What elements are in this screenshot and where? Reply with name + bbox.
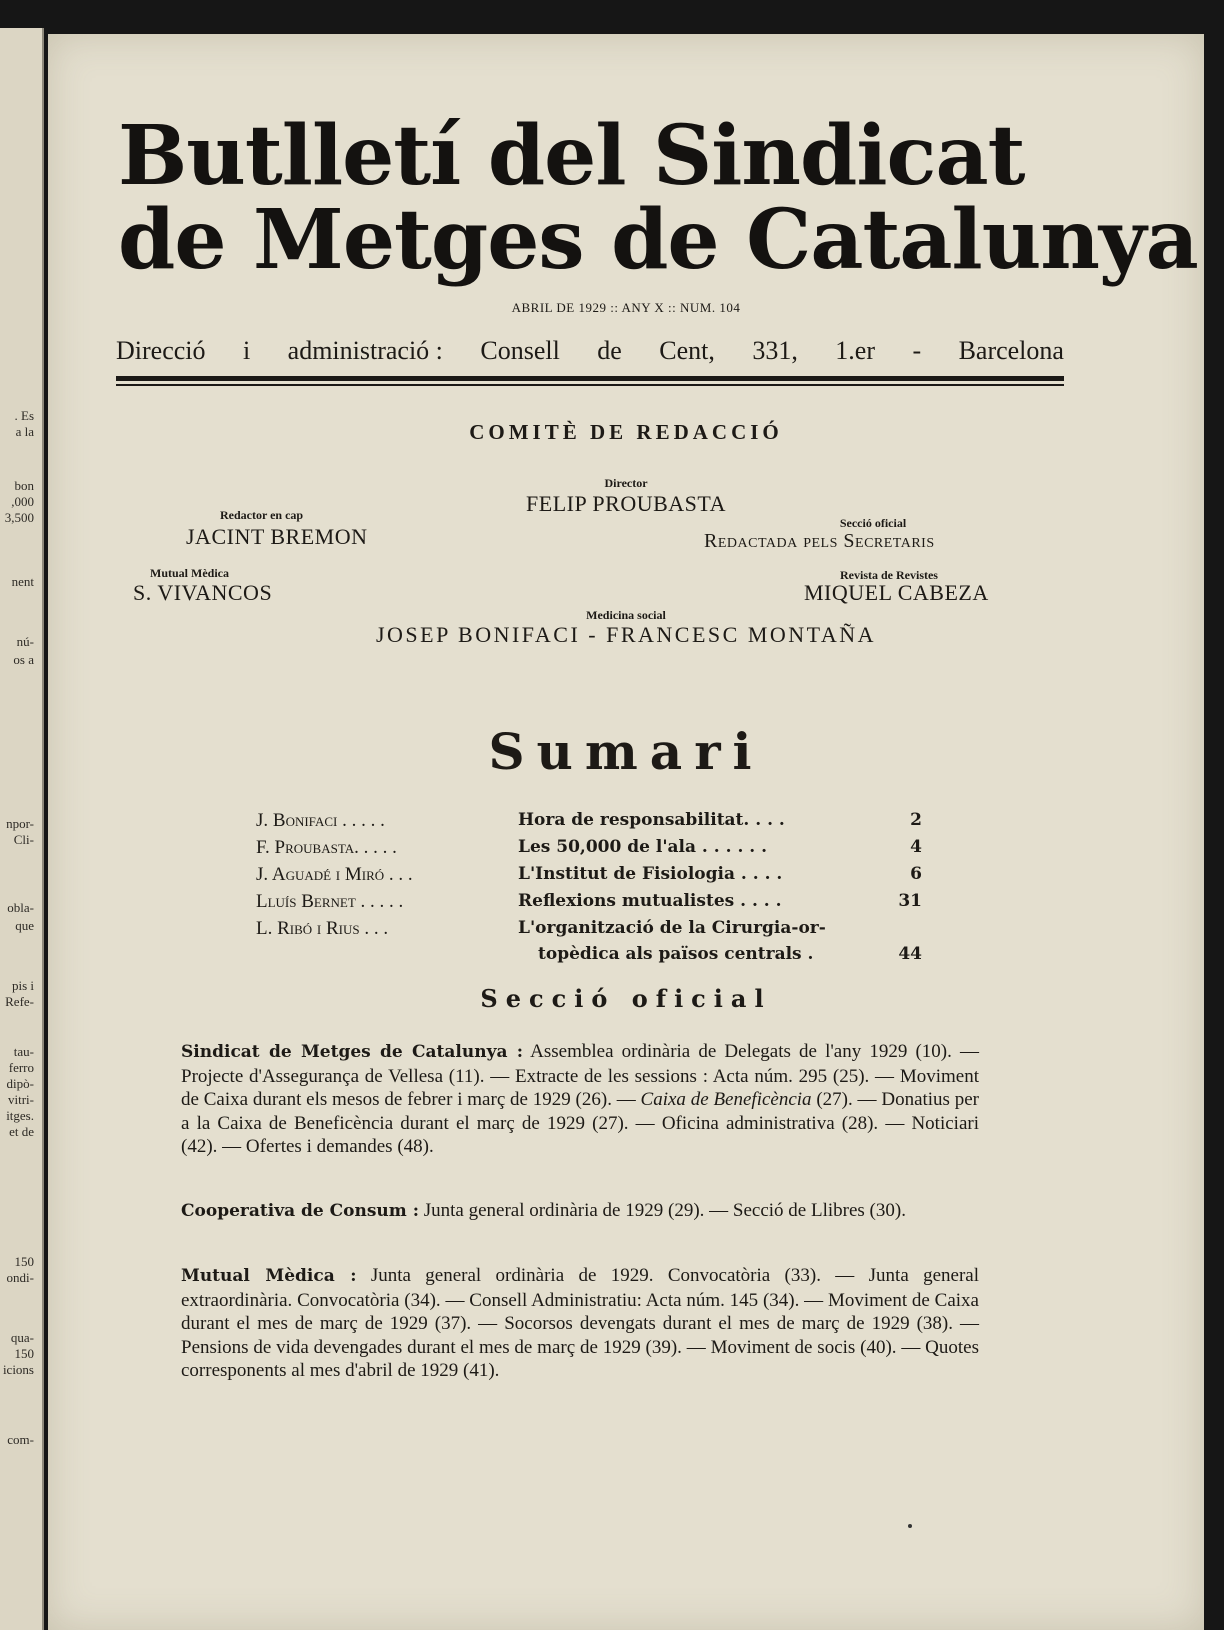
masthead-title-line2: de Metges de Catalunya	[118, 192, 1198, 288]
masthead-rule-thick	[116, 376, 1064, 381]
fragment-text: icions	[2, 1362, 34, 1377]
toc-page: 4	[910, 837, 922, 857]
paragraph-body: Assemblea ordinària de Delegats de l'any 1929 (10). — Projecte d'Assegurança de Vellesa (11). — Extracte de les sessions : Acta núm. 295 (25). — Moviment de Caixa durant els mesos de febrer i març de 1929 (26). —	[181, 1041, 979, 1110]
fragment-text: obla-	[7, 900, 34, 915]
toc-page: 31	[898, 891, 922, 911]
address-word: -	[912, 336, 922, 365]
masthead-title-line1: Butlletí del Sindicat	[118, 108, 1025, 204]
social-medicine-label: Medicina social	[586, 608, 666, 622]
address-word: Consell	[480, 336, 560, 365]
fragment-text: a la	[15, 424, 34, 439]
official-section-name: Redactada pels Secretaris	[704, 530, 935, 552]
fragment-text: 3,500	[4, 510, 34, 525]
address-word: 331,	[752, 336, 798, 365]
toc-row	[256, 891, 922, 917]
fragment-text: pis i	[11, 978, 34, 993]
toc-title: topèdica als països centrals .	[538, 944, 814, 964]
fragment-text: 150	[14, 1254, 34, 1269]
toc-title: Les 50,000 de l'ala . . . . . .	[518, 837, 768, 857]
mutual-label: Mutual Mèdica	[150, 566, 229, 580]
address-word: administració :	[287, 336, 443, 365]
toc-author: L. Ribó i Rius . . .	[256, 918, 389, 939]
section-paragraph	[181, 1040, 979, 1159]
address-line	[116, 334, 1064, 368]
review-name: MIQUEL CABEZA	[804, 580, 989, 605]
adjacent-page-edge	[0, 28, 44, 1630]
paragraph-italic: Caixa de Beneficència	[640, 1089, 812, 1110]
ink-speck	[908, 1524, 912, 1528]
paragraph-rest: (27). — Donatius per a la Caixa de Beneficència durant el març de 1929 (27). — Oficina administrativa (28). — Noticiari (42). — Ofertes i demandes (48).	[181, 1089, 980, 1157]
fragment-text: dipò-	[6, 1076, 34, 1091]
fragment-text: bon	[14, 478, 34, 493]
address-word: Direcció	[116, 336, 206, 365]
fragment-text: ondi-	[6, 1270, 34, 1285]
toc-page: 44	[898, 944, 922, 964]
fragment-text: 150	[14, 1346, 34, 1361]
toc-row	[256, 944, 922, 970]
toc-author: Lluís Bernet . . . . .	[256, 891, 404, 912]
toc-author: F. Proubasta. . . . .	[256, 837, 397, 858]
document-page	[48, 34, 1204, 1630]
toc-title: L'Institut de Fisiologia . . . .	[518, 864, 783, 884]
fragment-text: nent	[11, 574, 34, 589]
address-word: Barcelona	[958, 336, 1064, 365]
issue-info: ABRIL DE 1929 :: ANY X :: NUM. 104	[511, 300, 741, 315]
fragment-text: . Es	[14, 408, 34, 423]
fragment-text: Refe-	[5, 994, 34, 1009]
fragment-text: ,000	[11, 494, 34, 509]
official-section-title: Secció oficial	[480, 984, 772, 1013]
paragraph-lead: Mutual Mèdica :	[181, 1266, 357, 1286]
paragraph-lead: Cooperativa de Consum :	[181, 1201, 419, 1221]
chief-editor-label: Redactor en cap	[220, 508, 304, 522]
official-section-label: Secció oficial	[839, 516, 907, 530]
toc-author: J. Bonifaci . . . . .	[256, 810, 385, 831]
fragment-text: que	[15, 918, 34, 933]
fragment-text: Cli-	[13, 832, 34, 847]
toc-author: J. Aguadé i Miró . . .	[256, 864, 413, 885]
committee-title: COMITÈ DE REDACCIÓ	[469, 420, 783, 444]
social-medicine-names: JOSEP BONIFACI - FRANCESC MONTAÑA	[375, 622, 877, 647]
mutual-name: S. VIVANCOS	[133, 580, 273, 605]
fragment-text: qua-	[10, 1330, 34, 1345]
toc-title: Reflexions mutualistes . . . .	[518, 891, 782, 911]
address-word: 1.er	[835, 336, 875, 365]
toc-row	[256, 918, 922, 944]
toc-row	[256, 810, 922, 836]
review-label: Revista de Revistes	[840, 568, 938, 582]
toc-page: 2	[910, 810, 922, 830]
masthead-rule-thin	[116, 384, 1064, 386]
fragment-text: et de	[9, 1124, 34, 1139]
toc-title: L'organització de la Cirurgia-or-	[518, 918, 826, 938]
address-word: i	[242, 336, 251, 365]
section-paragraph	[181, 1199, 979, 1224]
paragraph-lead: Sindicat de Metges de Catalunya :	[181, 1042, 524, 1062]
address-word: de	[597, 336, 622, 365]
paragraph-body: Junta general ordinària de 1929. Convocatòria (33). — Junta general extraordinària. Convocatòria (34). — Consell Administratiu: Acta núm. 145 (34). — Moviment de Caixa durant el mes de març de 1929 (37). — Socorsos devengats durant el mes de març de 1929 (38). — Pensions de vida devengades durant el mes de març de 1929 (39). — Moviment de socis (40). — Quotes corresponents al mes d'abril de 1929 (41).	[181, 1265, 979, 1381]
fragment-text: os a	[13, 652, 34, 667]
chief-editor-name: JACINT BREMON	[186, 524, 368, 549]
section-paragraph	[181, 1264, 979, 1383]
fragment-text: ferro	[8, 1060, 34, 1075]
toc-row	[256, 837, 922, 863]
fragment-text: com-	[7, 1432, 34, 1447]
fragment-text: npor-	[6, 816, 34, 831]
address-word: Cent,	[659, 336, 715, 365]
toc-page: 6	[910, 864, 922, 884]
fragment-text: vitri-	[8, 1092, 34, 1107]
fragment-text: tau-	[13, 1044, 34, 1059]
paragraph-body: Junta general ordinària de 1929 (29). — Secció de Llibres (30).	[423, 1200, 906, 1221]
toc-row	[256, 864, 922, 890]
toc-title: Hora de responsabilitat. . . .	[518, 810, 785, 830]
summary-title: Sumari	[488, 722, 764, 781]
fragment-text: itges.	[6, 1108, 34, 1123]
director-label: Director	[604, 476, 648, 490]
fragment-text: nú-	[16, 634, 34, 649]
director-name: FELIP PROUBASTA	[526, 491, 726, 516]
